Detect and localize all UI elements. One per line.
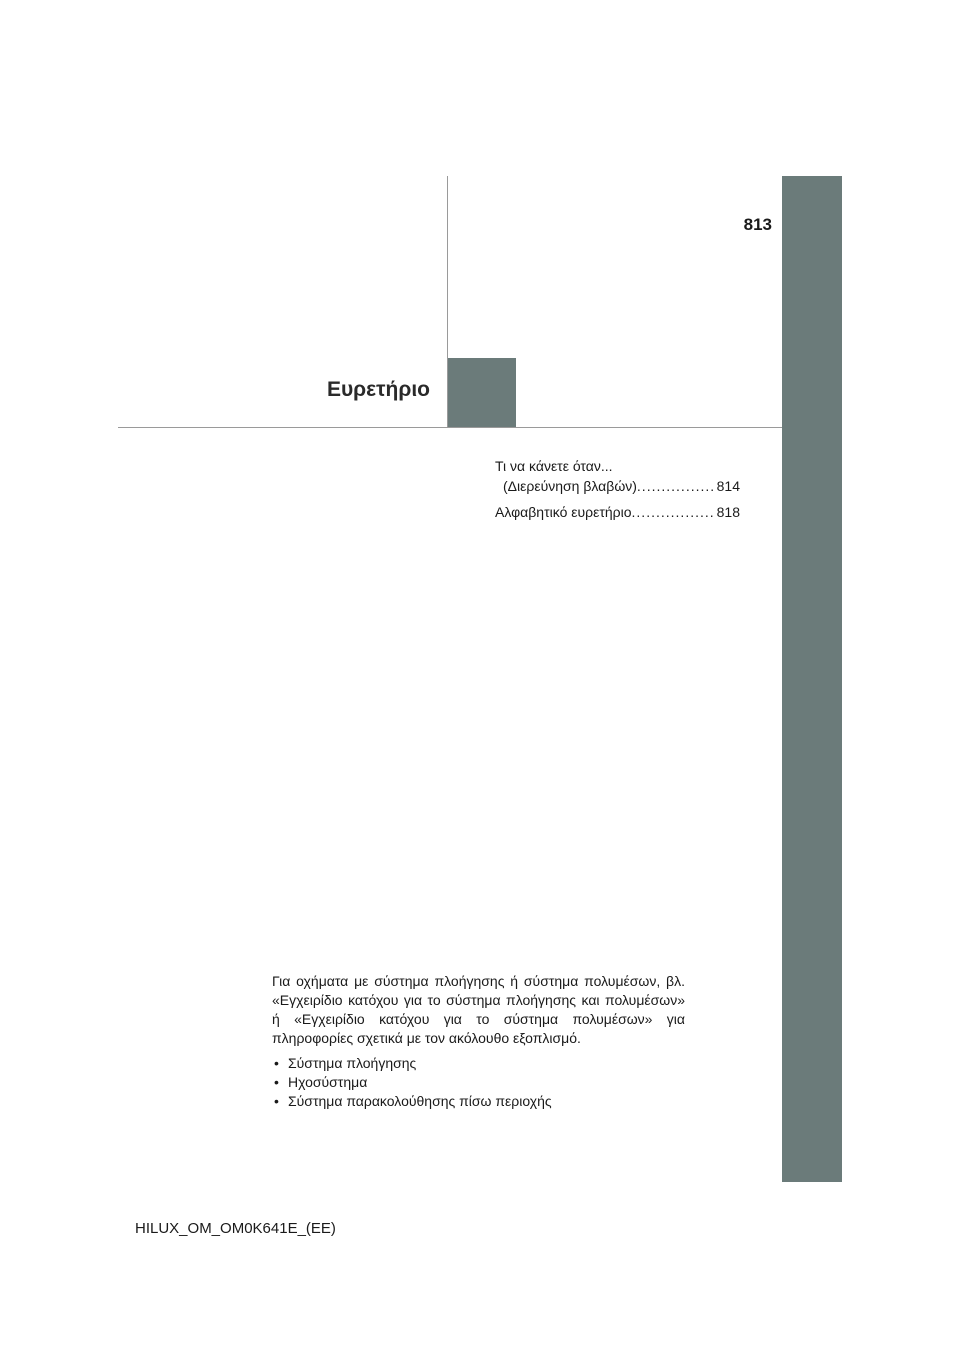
section-title: Ευρετήριο [326, 378, 430, 401]
document-code: HILUX_OM_OM0K641E_(EE) [135, 1220, 336, 1237]
multimedia-note [272, 972, 685, 1111]
toc-entry-page: 814 [716, 478, 740, 494]
section-marker-block [448, 358, 516, 427]
toc-entry-page: 818 [716, 504, 740, 520]
page-number: 813 [743, 215, 772, 234]
note-paragraph: Για οχήματα με σύστημα πλοήγησης ή σύστημα πολυμέσων, βλ. «Εγχειρίδιο κατόχου για το σύστημα πλοήγησης και πολυμέσων» ή «Εγχειρίδιο κατόχου για το σύστημα πολυμέσων» για πληροφορίες σχετικά με τον ακόλουθο εξοπλισμό. [272, 973, 685, 1046]
table-of-contents [495, 456, 740, 528]
toc-entry-title: Αλφαβητικό ευρετήριο [495, 504, 632, 520]
toc-entry-title: Τι να κάνετε όταν... [495, 458, 613, 474]
toc-leader-dots [637, 476, 715, 496]
side-tab [782, 176, 842, 1182]
toc-entry-troubleshooting[interactable] [495, 456, 740, 496]
equipment-list [272, 1054, 685, 1111]
toc-entry-alphabetical-index[interactable] [495, 502, 740, 522]
toc-leader-dots [632, 502, 715, 522]
list-item: • Σύστημα πλοήγησης [272, 1054, 685, 1073]
list-item: • Ηχοσύστημα [272, 1073, 685, 1092]
list-item: • Σύστημα παρακολούθησης πίσω περιοχής [272, 1092, 685, 1111]
toc-entry-subtitle: (Διερεύνηση βλαβών) [503, 478, 637, 494]
horizontal-divider [118, 427, 782, 428]
